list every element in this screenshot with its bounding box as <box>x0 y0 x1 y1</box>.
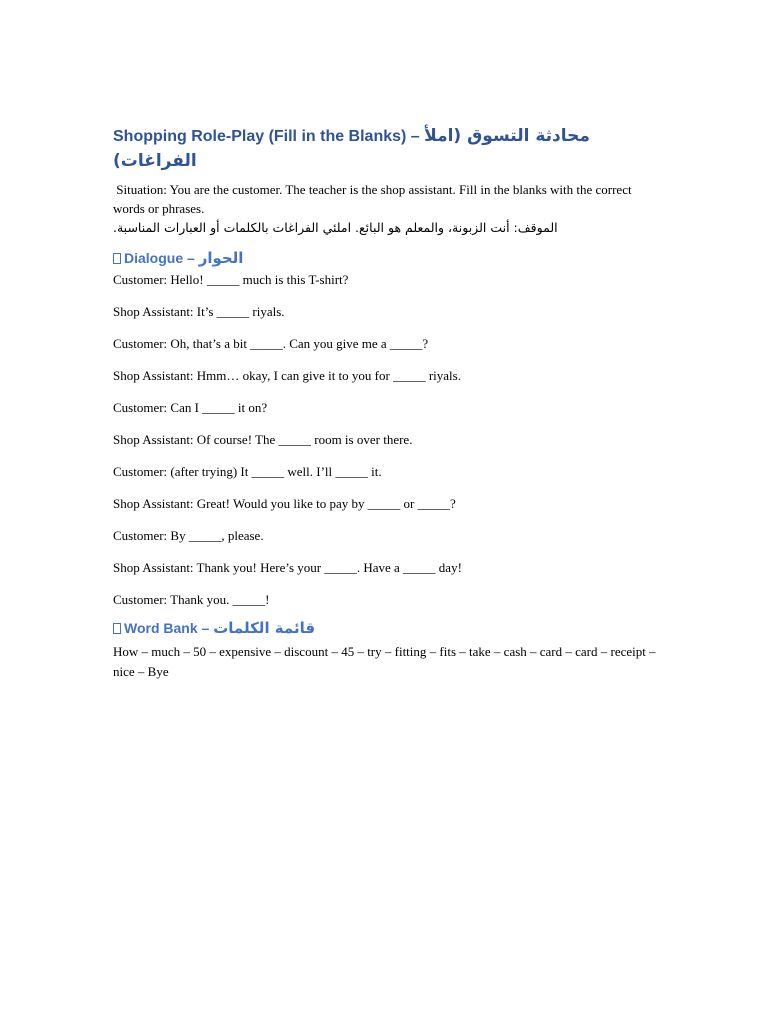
dialogue-line: Customer: Can I _____ it on? <box>113 400 268 415</box>
title-english: Shopping Role-Play (Fill in the Blanks) – <box>113 128 420 145</box>
word-bank-heading-arabic: قائمة الكلمات <box>213 619 316 637</box>
dialogue-heading-english: Dialogue – <box>124 250 195 266</box>
page-title <box>113 124 593 174</box>
word-bank-heading-english: Word Bank – <box>124 620 210 636</box>
situation-english <box>113 180 663 218</box>
situation-english-text: Situation: You are the customer. The teacher is the shop assistant. Fill in the blanks with the correct words or phrases. <box>113 182 632 216</box>
dialogue-line: Shop Assistant: Thank you! Here’s your _____. Have a _____ day! <box>113 560 462 575</box>
dialogue-heading <box>113 248 663 268</box>
dialogue-line: Customer: Oh, that’s a bit _____. Can you give me a _____? <box>113 336 429 351</box>
dialogue-line: Customer: By _____, please. <box>113 528 264 543</box>
missing-glyph-box-icon <box>113 623 121 634</box>
dialogue-line: Customer: Hello! _____ much is this T-shirt? <box>113 272 349 287</box>
dialogue-line: Customer: Thank you. _____! <box>113 592 270 607</box>
dialogue-lines <box>113 272 663 608</box>
dialogue-line: Customer: (after trying) It _____ well. I’ll _____ it. <box>113 464 382 479</box>
dialogue-line: Shop Assistant: Hmm… okay, I can give it to you for _____ riyals. <box>113 368 461 383</box>
document-page <box>113 124 663 682</box>
dialogue-line: Shop Assistant: Great! Would you like to pay by _____ or _____? <box>113 496 456 511</box>
dialogue-heading-arabic: الحوار <box>198 249 244 267</box>
dialogue-line: Shop Assistant: Of course! The _____ room is over there. <box>113 432 413 447</box>
title-arabic: محادثة التسوق (املأ الفراغات) <box>113 126 590 171</box>
situation-arabic: الموقف: أنت الزبونة، والمعلم هو البائع. املئي الفراغات بالكلمات أو العبارات المناسبة. <box>113 220 558 235</box>
missing-glyph-box-icon <box>113 253 121 264</box>
word-bank-heading <box>113 618 663 638</box>
word-bank-text: How – much – 50 – expensive – discount – 45 – try – fitting – fits – take – cash – card – card – receipt – nice – Bye <box>113 644 656 679</box>
dialogue-line: Shop Assistant: It’s _____ riyals. <box>113 304 285 319</box>
